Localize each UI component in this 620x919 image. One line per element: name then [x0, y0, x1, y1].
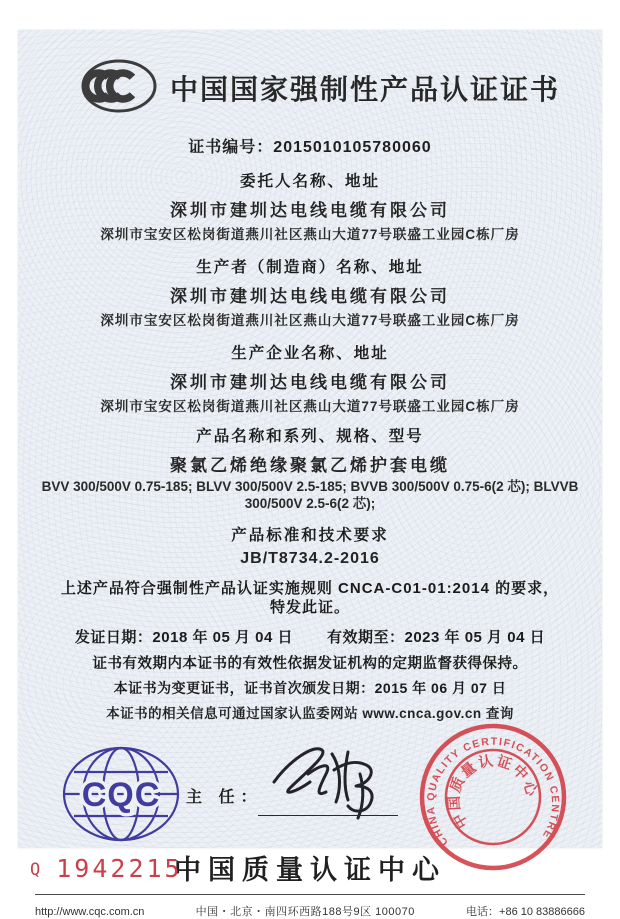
cqc-letters: CQC [81, 776, 161, 814]
certificate-header [18, 58, 602, 118]
serial-number [30, 854, 183, 883]
certificate-number: 证书编号：2015010105780060 [188, 139, 432, 156]
factory-address: 深圳市宝安区松岗街道燕川社区燕山大道77号联盛工业园C栋厂房 [100, 399, 520, 414]
signature-line [258, 815, 398, 816]
manufacturer-address: 深圳市宝安区松岗街道燕川社区燕山大道77号联盛工业园C栋厂房 [100, 313, 520, 328]
factory-heading: 生产企业名称、地址 [231, 345, 389, 362]
cqc-logo-icon [60, 744, 182, 849]
issue-date: 发证日期：2018 年 05 月 04 日 [74, 629, 293, 646]
serial-digits: 1942215 [56, 854, 183, 883]
factory-name: 深圳市建圳达电线电缆有限公司 [170, 373, 450, 392]
director-signature [256, 730, 406, 835]
manufacturer-heading: 生产者（制造商）名称、地址 [196, 259, 424, 276]
compliance-statement-line2: 特发此证。 [269, 599, 350, 616]
org-title: 中国质量认证中心 [174, 855, 446, 885]
signing-area [18, 722, 602, 849]
footer [35, 903, 585, 919]
product-models: BVV 300/500V 0.75-185; BLVV 300/500V 2.5-185; BVVB 300/500V 0.75-6(2 芯); BLVVB 300/500V 2.5-6(2 芯); [41, 479, 579, 511]
info-note: 本证书的相关信息可通过国家认监委网站 www.cnca.gov.cn 查询 [106, 706, 514, 721]
stamp-outer-text: CHINA QUALITY CERTIFICATION CENTRE [424, 735, 562, 849]
stamp-inner-text: 中国质量认证中心 [446, 753, 540, 831]
change-note: 本证书为变更证书，证书首次颁发日期：2015 年 06 月 07 日 [113, 680, 507, 696]
standard-value: JB/T8734.2-2016 [240, 550, 380, 567]
product-name: 聚氯乙烯绝缘聚氯乙烯护套电缆 [170, 456, 450, 475]
footer-website: http://www.cqc.com.cn [35, 906, 145, 918]
manufacturer-name: 深圳市建圳达电线电缆有限公司 [170, 287, 450, 306]
applicant-heading: 委托人名称、地址 [239, 173, 380, 190]
official-stamp [417, 721, 569, 878]
footer-divider [35, 894, 585, 895]
serial-prefix: Q [30, 860, 41, 880]
product-heading: 产品名称和系列、规格、型号 [196, 428, 424, 445]
compliance-statement [18, 579, 602, 617]
compliance-statement-line1: 上述产品符合强制性产品认证实施规则 CNCA-C01-01:2014 的要求， [60, 580, 560, 597]
footer-phone: 电话：+86 10 83886666 [466, 906, 585, 918]
ccc-mark-icon [80, 58, 158, 119]
applicant-address: 深圳市宝安区松岗街道燕川社区燕山大道77号联盛工业园C栋厂房 [100, 227, 520, 242]
applicant-name: 深圳市建圳达电线电缆有限公司 [170, 201, 450, 220]
expiry-date: 有效期至：2023 年 05 月 04 日 [327, 629, 546, 646]
dates-row [18, 626, 602, 647]
standard-heading: 产品标准和技术要求 [231, 527, 389, 544]
director-label: 主 任： [186, 789, 263, 806]
footer-address: 中国・北京・南四环西路188号9区 100070 [195, 906, 415, 918]
certificate-title: 中国国家强制性产品认证证书 [169, 74, 560, 105]
validity-note: 证书有效期内本证书的有效性依据发证机构的定期监督获得保持。 [92, 656, 528, 672]
